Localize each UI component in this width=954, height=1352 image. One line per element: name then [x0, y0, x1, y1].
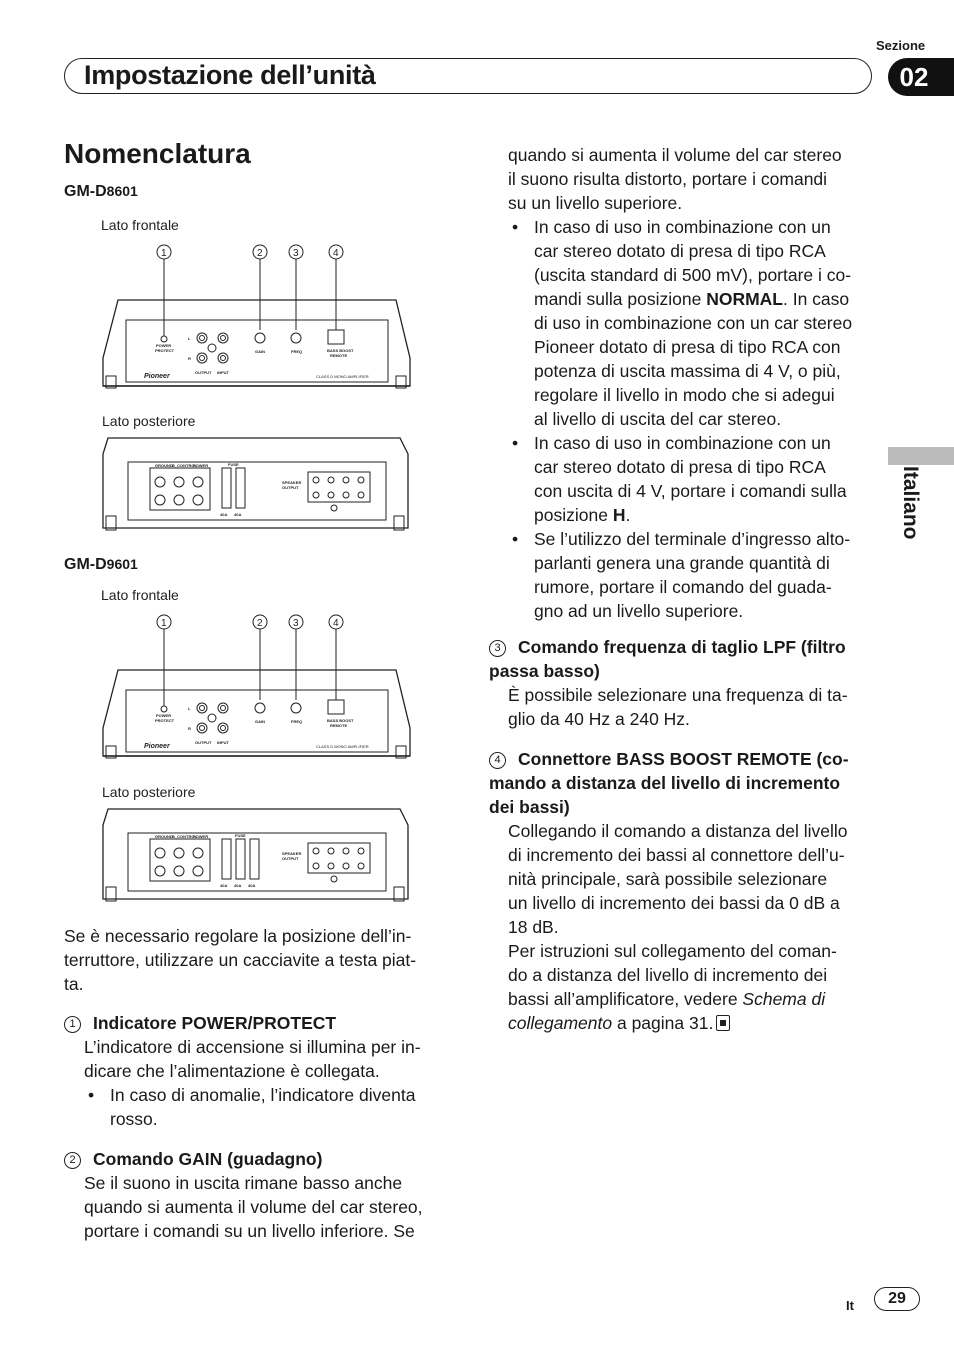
bass-boost-remote-jack	[328, 700, 344, 714]
svg-text:INPUT: INPUT	[217, 740, 229, 745]
svg-text:REMOTE: REMOTE	[330, 723, 348, 728]
language-tab-marker	[888, 447, 954, 465]
svg-text:OUTPUT: OUTPUT	[195, 740, 212, 745]
model-number: 9601	[106, 556, 138, 572]
fuse-1	[222, 468, 231, 508]
svg-text:BASS BOOST: BASS BOOST	[327, 718, 354, 723]
svg-text:40A: 40A	[234, 512, 242, 517]
section-label: Sezione	[876, 38, 926, 53]
svg-text:Pioneer: Pioneer	[144, 743, 170, 750]
bass-boost-remote-jack	[328, 330, 344, 344]
item-number-badge: 1	[64, 1016, 81, 1033]
svg-text:40A: 40A	[248, 883, 256, 888]
item-number-badge: 3	[489, 640, 506, 657]
item-2-title: 2 Comando GAIN (guadagno)	[64, 1147, 322, 1171]
svg-text:GAIN: GAIN	[255, 349, 265, 354]
freq-knob	[291, 703, 301, 713]
item-2-continuation: quando si aumenta il volume del car stereo il suono risulta distorto, portare i comandi su un livello superiore. • In caso di uso in combinazione con un car stereo dotato di presa di tipo RCA (uscita standard di 500 mV), portare i co- mandi sulla posizione NORMAL. In caso di uso in combinazione con un car stereo Pioneer dotato di presa di tipo RCA con potenza di uscita massima di 4 V, o più, regolare il livello in modo che si adegui al livello di uscita del car stereo. • In caso di uso in combinazione con un car stereo dotato di presa di tipo RCA con uscita di 4 V, portare i comandi sulla posizione H. • Se l’utilizzo del terminale d’ingresso alto- parlanti genera una grande quantità di rumore, portare il comando del guada- gno ad un livello superiore.	[508, 143, 884, 623]
svg-text:B_CONTROL: B_CONTROL	[172, 463, 197, 468]
page-header-title: Impostazione dell’unità	[84, 60, 376, 90]
svg-text:POWER: POWER	[156, 713, 172, 718]
item-3-description: È possibile selezionare una frequenza di ta- glio da 40 Hz a 240 Hz.	[508, 685, 848, 729]
callout-4: 4	[333, 618, 339, 629]
svg-text:CLASS D MONO AMPLIFIER: CLASS D MONO AMPLIFIER	[316, 744, 369, 749]
svg-text:40A: 40A	[234, 883, 242, 888]
fuse-2	[236, 468, 245, 508]
item-3-title: 3 Comando frequenza di taglio LPF (filtro passa basso)	[489, 637, 846, 681]
cross-reference-link: Schema di	[742, 989, 826, 1009]
bullet-item: • In caso di uso in combinazione con un car stereo dotato di presa di tipo RCA (uscita standard di 500 mV), portare i co- mandi sulla posizione NORMAL. In caso di uso in combinazione con un car stereo Pioneer dotato di presa di tipo RCA con potenza di uscita massima di 4 V, o più, regolare il livello in modo che si adegui al livello di uscita del car stereo.	[508, 215, 884, 431]
svg-text:GROUND: GROUND	[155, 834, 173, 839]
svg-text:B_CONTROL: B_CONTROL	[172, 834, 197, 839]
front-side-label: Lato frontale	[101, 587, 179, 603]
section-number-badge: 02	[888, 58, 954, 96]
language-tab	[896, 466, 928, 546]
svg-text:POWER: POWER	[193, 834, 209, 839]
item-number-badge: 2	[64, 1152, 81, 1169]
freq-knob	[291, 333, 301, 343]
svg-text:OUTPUT: OUTPUT	[195, 370, 212, 375]
callout-4: 4	[333, 248, 339, 259]
rear-side-label: Lato posteriore	[102, 784, 196, 800]
item-1-description: L’indicatore di accensione si illumina per in- dicare che l’alimentazione è collegata. • In caso di anomalie, l’indicatore diventa rosso.	[84, 1035, 454, 1131]
front-panel-diagram	[98, 608, 418, 770]
model-prefix: GM-D	[64, 556, 107, 573]
svg-text:L: L	[188, 336, 191, 341]
model-prefix: GM-D	[64, 183, 107, 200]
language-code: It	[846, 1298, 854, 1313]
svg-text:OUTPUT: OUTPUT	[282, 856, 299, 861]
power-led	[161, 706, 167, 712]
item-4-title: 4 Connettore BASS BOOST REMOTE (co- mando a distanza del livello di incremento dei bassi)	[489, 749, 849, 817]
svg-text:L: L	[188, 706, 191, 711]
gain-knob	[255, 703, 265, 713]
item-4-description: Collegando il comando a distanza del livello di incremento dei bassi al connettore dell’u- nità principale, sarà possibile selezionare un livello di incremento dei bassi da 0 dB a 18 dB. Per istruzioni sul collegamento del coman- do a distanza del livello di incremento dei bassi all’amplificatore, vedere Schema di collegamento a pagina 31.	[508, 821, 848, 1033]
intro-paragraph: Se è necessario regolare la posizione dell’in- terruttore, utilizzare un cacciavite a testa piat- ta.	[64, 926, 417, 994]
rear-panel-diagram	[98, 805, 418, 903]
svg-text:40A: 40A	[220, 512, 228, 517]
svg-text:PROTECT: PROTECT	[155, 718, 175, 723]
language-tab-label: Italiano	[899, 466, 922, 540]
power-led	[161, 336, 167, 342]
cross-reference-link: collegamento	[508, 1013, 613, 1033]
svg-text:FREQ: FREQ	[291, 349, 303, 354]
svg-text:R: R	[188, 726, 191, 731]
svg-text:REMOTE: REMOTE	[330, 353, 348, 358]
page-heading: Nomenclatura	[64, 138, 251, 169]
svg-text:POWER: POWER	[193, 463, 209, 468]
bullet-item: • Se l’utilizzo del terminale d’ingresso alto- parlanti genera una grande quantità di rumore, portare il comando del guada- gno ad un livello superiore.	[508, 527, 884, 623]
svg-text:GROUND: GROUND	[155, 463, 173, 468]
gain-knob	[255, 333, 265, 343]
svg-text:R: R	[188, 356, 191, 361]
callout-1: 1	[161, 248, 167, 259]
model-title	[64, 183, 138, 201]
model-number: 8601	[106, 183, 138, 199]
callout-2: 2	[257, 248, 263, 259]
callout-3: 3	[293, 248, 299, 259]
fuse-2	[236, 839, 245, 879]
svg-text:FUSE: FUSE	[228, 462, 239, 467]
svg-text:POWER: POWER	[156, 343, 172, 348]
svg-text:Pioneer: Pioneer	[144, 373, 170, 380]
svg-text:FREQ: FREQ	[291, 719, 303, 724]
svg-text:SPEAKER: SPEAKER	[282, 851, 302, 856]
fuse-1	[222, 839, 231, 879]
svg-text:SPEAKER: SPEAKER	[282, 480, 302, 485]
callout-3: 3	[293, 618, 299, 629]
front-side-label: Lato frontale	[101, 217, 179, 233]
svg-text:OUTPUT: OUTPUT	[282, 485, 299, 490]
fuse-3	[250, 839, 259, 879]
svg-text:CLASS D MONO AMPLIFIER: CLASS D MONO AMPLIFIER	[316, 374, 369, 379]
bullet-item: • In caso di anomalie, l’indicatore diventa rosso.	[84, 1083, 454, 1131]
svg-text:BASS BOOST: BASS BOOST	[327, 348, 354, 353]
callout-2: 2	[257, 618, 263, 629]
svg-text:INPUT: INPUT	[217, 370, 229, 375]
item-2-description: Se il suono in uscita rimane basso anche quando si aumenta il volume del car stereo, portare i comandi su un livello inferiore. Se	[84, 1173, 423, 1241]
svg-text:40A: 40A	[220, 883, 228, 888]
svg-text:GAIN: GAIN	[255, 719, 265, 724]
item-number-badge: 4	[489, 752, 506, 769]
callout-1: 1	[161, 618, 167, 629]
rear-panel-diagram	[98, 434, 418, 532]
item-1-title: 1 Indicatore POWER/PROTECT	[64, 1011, 336, 1035]
end-of-section-icon	[716, 1015, 730, 1031]
bullet-item: • In caso di uso in combinazione con un car stereo dotato di presa di tipo RCA con uscita di 4 V, portare i comandi sulla posizione H.	[508, 431, 884, 527]
page-number: 29	[874, 1287, 920, 1311]
front-panel-diagram	[98, 238, 418, 400]
svg-text:PROTECT: PROTECT	[155, 348, 175, 353]
model-title	[64, 556, 138, 574]
rear-side-label: Lato posteriore	[102, 413, 196, 429]
svg-text:FUSE: FUSE	[235, 833, 246, 838]
